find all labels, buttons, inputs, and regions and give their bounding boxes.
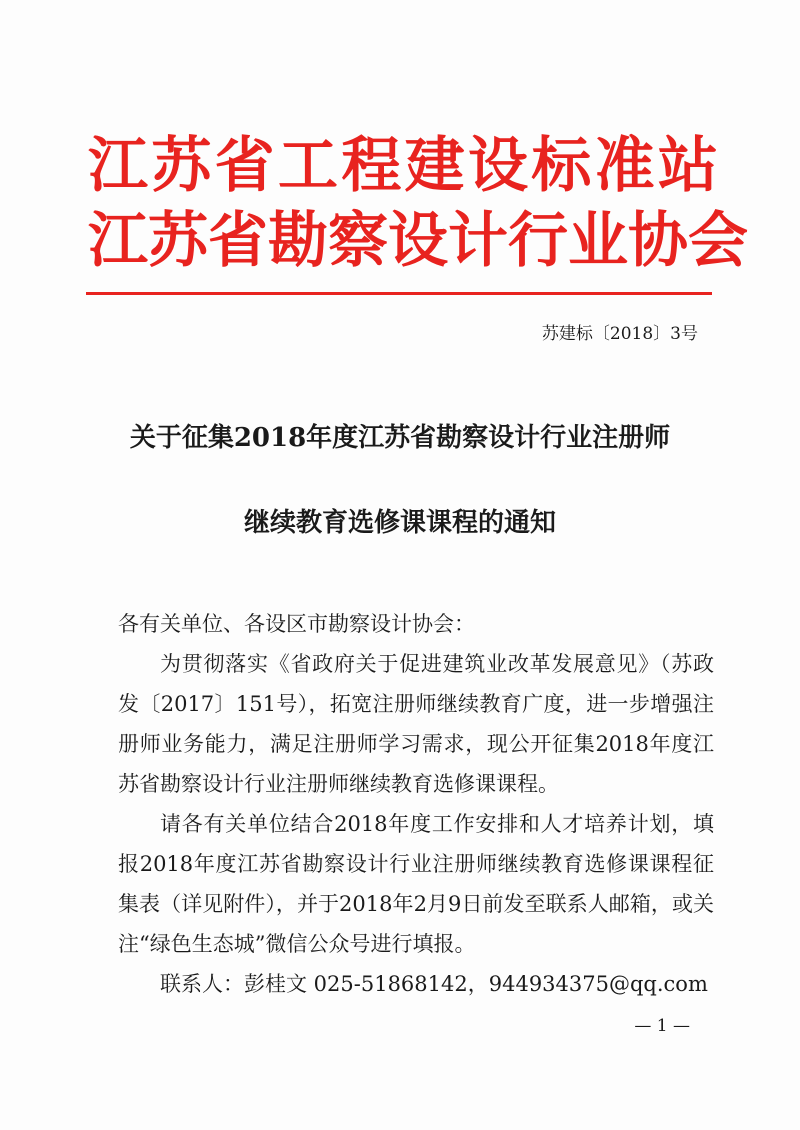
document-number: 苏建标〔2018〕3号 (541, 324, 698, 344)
document-title-line-1: 关于征集2018年度江苏省勘察设计行业注册师 (129, 423, 671, 453)
page-number: — 1 — (634, 1016, 690, 1036)
salutation: 各有关单位、各设区市勘察设计协会： (118, 612, 475, 636)
body-paragraph-2: 请各有关单位结合2018年度工作安排和人才培养计划，填报2018年度江苏省勘察设计行业注册师继续教育选修课课程征集表（详见附件），并于2018年2月9日前发至联系人邮箱，或关注“绿色生态城”微信公众号进行填报。 (118, 812, 714, 956)
contact-line: 联系人：彭桂文 025-51868142，944934375@qq.com (160, 972, 708, 996)
issuing-organization-2: 江苏省勘察设计行业协会 (88, 206, 748, 276)
red-header-divider (86, 292, 712, 295)
body-paragraph-1: 为贯彻落实《省政府关于促进建筑业改革发展意见》（苏政发〔2017〕151号），拓宽注册师继续教育广度，进一步增强注册师业务能力，满足注册师学习需求，现公开征集2018年度江苏省勘察设计行业注册师继续教育选修课课程。 (118, 652, 714, 796)
issuing-organization-1: 江苏省工程建设标准站 (88, 131, 718, 201)
document-title-line-2: 继续教育选修课课程的通知 (243, 508, 556, 538)
